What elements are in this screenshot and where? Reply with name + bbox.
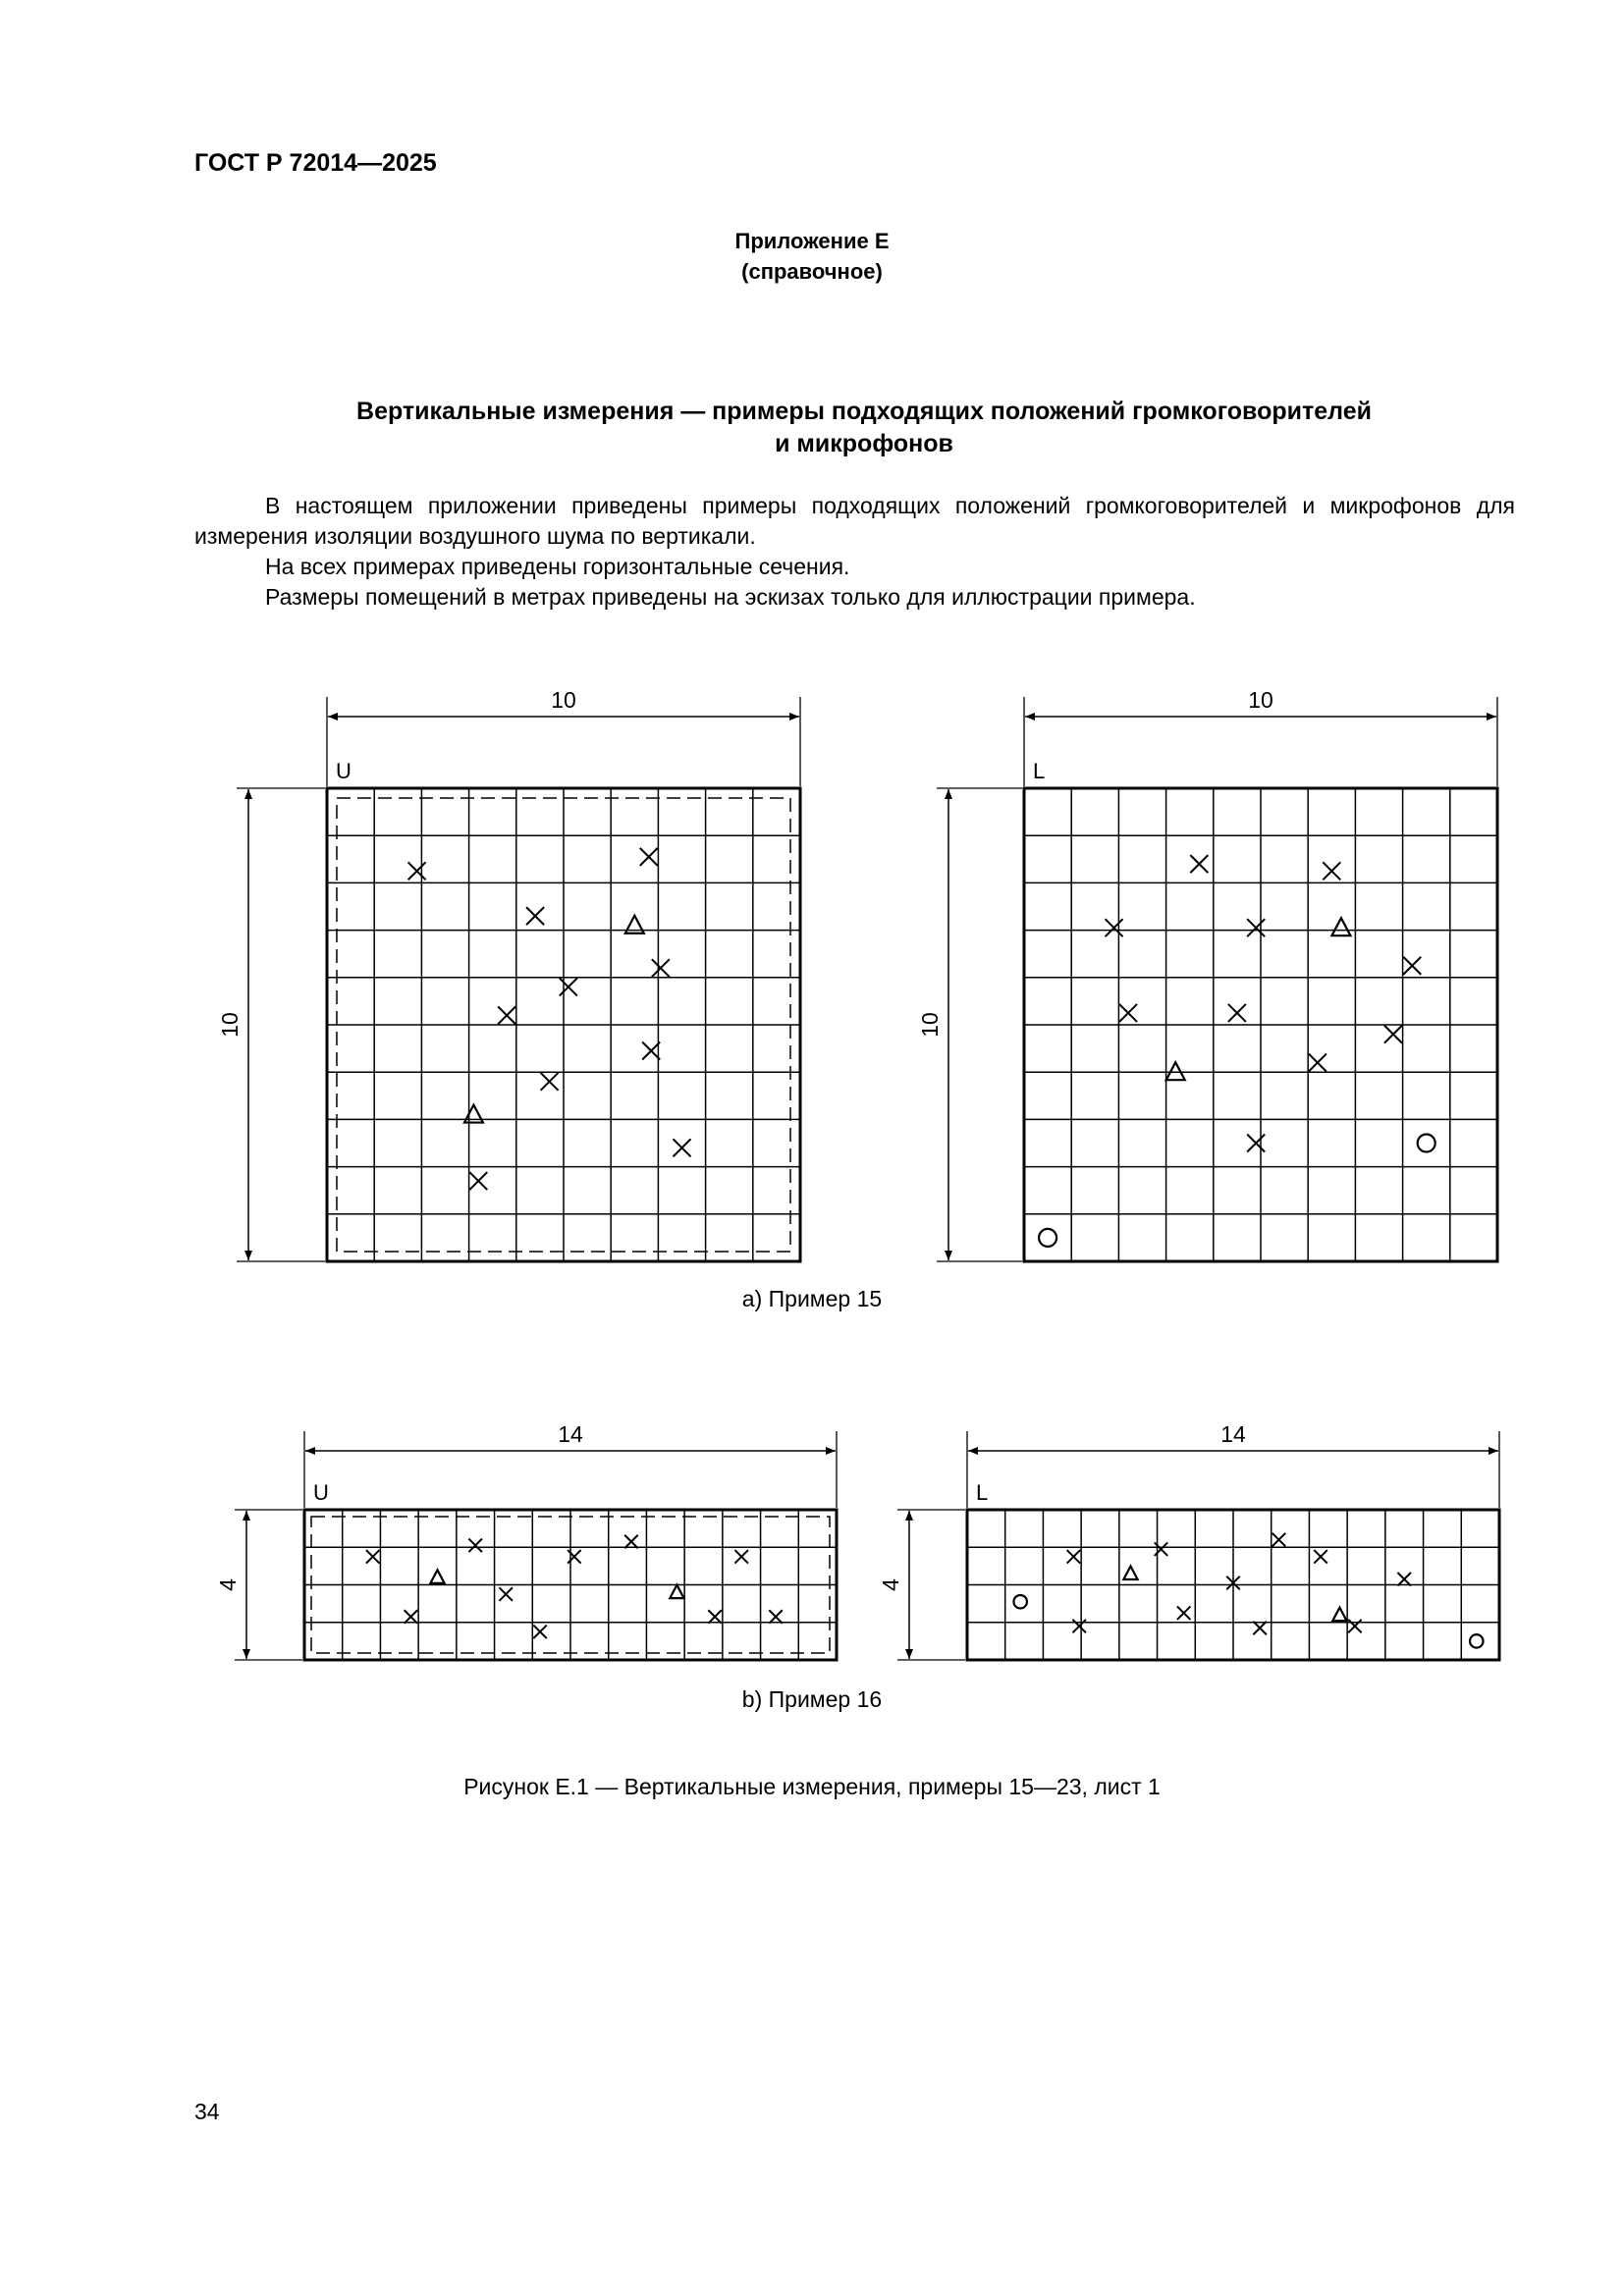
loudspeaker-position-triangle-icon <box>1166 1062 1185 1080</box>
room-label: U <box>313 1480 329 1505</box>
room-label: U <box>336 759 352 783</box>
microphone-position-cross-icon <box>366 1550 380 1564</box>
microphone-position-cross-icon <box>1384 1026 1402 1043</box>
width-dimension-label: 10 <box>551 687 576 713</box>
appendix-label: Приложение Е <box>734 229 890 253</box>
microphone-position-cross-icon <box>1155 1542 1168 1556</box>
microphone-position-cross-icon <box>1228 1004 1246 1022</box>
microphone-position-cross-icon <box>642 1042 660 1060</box>
title-line-2: и микрофонов <box>775 430 953 457</box>
microphone-position-cross-icon <box>1309 1054 1326 1072</box>
microphone-position-cross-icon <box>1323 862 1340 880</box>
microphone-position-cross-icon <box>533 1626 547 1639</box>
microphone-position-cross-icon <box>498 1006 515 1024</box>
width-dimension-label: 10 <box>1248 687 1273 713</box>
position-circle-icon <box>1470 1634 1484 1648</box>
microphone-position-cross-icon <box>408 862 426 880</box>
room-label: L <box>1033 759 1046 783</box>
microphone-position-cross-icon <box>640 848 658 866</box>
microphone-position-cross-icon <box>1247 919 1265 936</box>
intro-paragraph-1: В настоящем приложении приведены примеры подходящих положений громкоговорителей и микрофонов для измерения изоляции воздушного шума по вертикали. <box>194 493 1515 549</box>
intro-paragraph-3: Размеры помещений в метрах приведены на эскизах только для иллюстрации примера. <box>265 584 1196 610</box>
microphone-position-cross-icon <box>1314 1550 1327 1564</box>
microphone-position-cross-icon <box>708 1610 722 1624</box>
height-dimension-label: 4 <box>215 1578 241 1591</box>
microphone-position-cross-icon <box>499 1587 513 1601</box>
loudspeaker-position-triangle-icon <box>430 1570 444 1583</box>
microphone-position-cross-icon <box>1253 1622 1267 1635</box>
microphone-position-cross-icon <box>1177 1606 1191 1620</box>
microphone-position-cross-icon <box>1072 1620 1086 1633</box>
figure-caption-a: a) Пример 15 <box>741 1286 883 1311</box>
loudspeaker-position-triangle-icon <box>1332 1608 1346 1622</box>
room-panel-l-b <box>878 1421 1499 1660</box>
microphone-position-cross-icon <box>568 1550 581 1564</box>
room-panel-u-a <box>217 687 800 1261</box>
loudspeaker-position-triangle-icon <box>670 1585 683 1599</box>
microphone-position-cross-icon <box>652 959 670 977</box>
microphone-position-cross-icon <box>1247 1135 1265 1152</box>
microphone-position-cross-icon <box>468 1539 482 1553</box>
figure-caption-main: Рисунок Е.1 — Вертикальные измерения, примеры 15—23, лист 1 <box>463 1774 1161 1799</box>
position-circle-icon <box>1418 1135 1435 1152</box>
microphone-position-cross-icon <box>469 1172 487 1190</box>
title-line-1: Вертикальные измерения — примеры подходящих положений громкоговорителей <box>356 398 1372 425</box>
microphone-position-cross-icon <box>624 1535 638 1549</box>
position-circle-icon <box>1039 1229 1056 1247</box>
microphone-position-cross-icon <box>1272 1533 1286 1547</box>
room-label: L <box>976 1480 989 1505</box>
room-panel-u-b <box>215 1421 837 1660</box>
microphone-position-cross-icon <box>734 1550 748 1564</box>
microphone-position-cross-icon <box>541 1073 559 1091</box>
room-panel-l-a <box>917 687 1497 1261</box>
intro-paragraph-2: На всех примерах приведены горизонтальные сечения. <box>265 554 850 579</box>
height-dimension-label: 4 <box>878 1578 903 1591</box>
loudspeaker-position-triangle-icon <box>1331 918 1350 935</box>
height-dimension-label: 10 <box>217 1012 243 1038</box>
microphone-position-cross-icon <box>405 1610 418 1624</box>
microphone-position-cross-icon <box>1190 855 1208 873</box>
microphone-position-cross-icon <box>1119 1004 1137 1022</box>
figure-caption-b: b) Пример 16 <box>741 1686 883 1712</box>
microphone-position-cross-icon <box>1067 1550 1081 1564</box>
microphone-position-cross-icon <box>560 978 577 995</box>
position-circle-icon <box>1013 1595 1027 1609</box>
appendix-type: (справочное) <box>741 259 883 284</box>
page-number: 34 <box>194 2099 220 2124</box>
loudspeaker-position-triangle-icon <box>1123 1567 1137 1580</box>
microphone-position-cross-icon <box>1106 919 1123 936</box>
height-dimension-label: 10 <box>917 1012 943 1038</box>
microphone-position-cross-icon <box>1397 1573 1411 1586</box>
microphone-position-cross-icon <box>1403 957 1421 975</box>
microphone-position-cross-icon <box>1348 1620 1362 1633</box>
document-code: ГОСТ Р 72014—2025 <box>194 149 437 177</box>
microphone-position-cross-icon <box>526 907 544 925</box>
width-dimension-label: 14 <box>558 1421 583 1447</box>
microphone-position-cross-icon <box>674 1139 691 1156</box>
microphone-position-cross-icon <box>769 1610 783 1624</box>
width-dimension-label: 14 <box>1220 1421 1246 1447</box>
